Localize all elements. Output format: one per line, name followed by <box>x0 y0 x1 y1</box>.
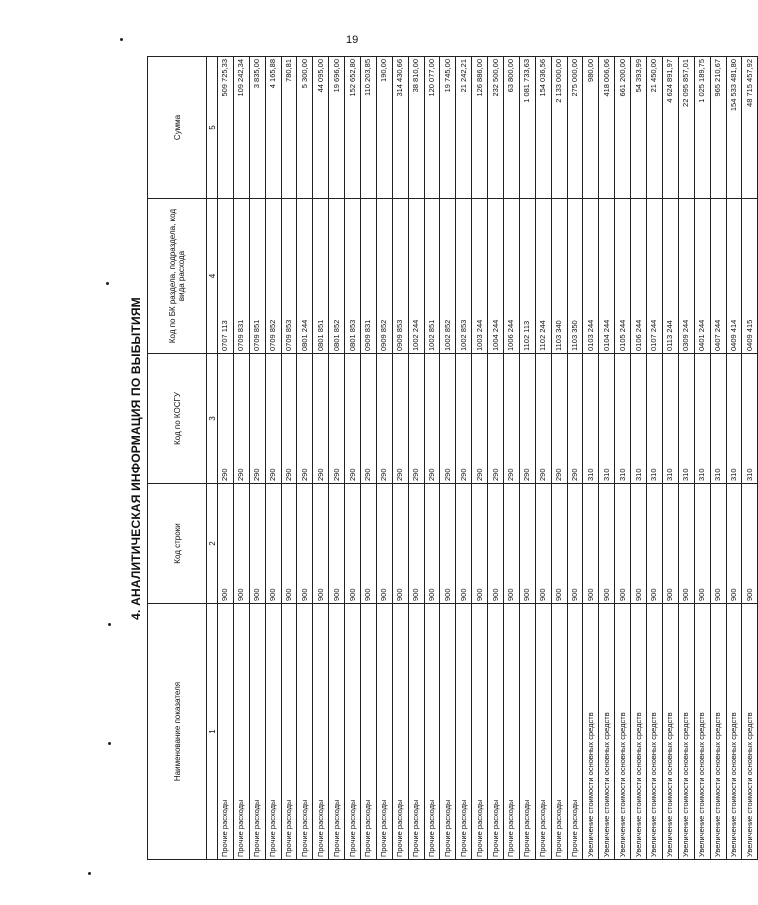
amount-cell: 661 200,00 <box>615 57 631 199</box>
amount-cell: 19 745,00 <box>440 57 456 199</box>
indicator-name-cell: Прочие расходы <box>551 604 567 860</box>
table-row <box>249 57 265 860</box>
line-code-cell: 900 <box>456 484 472 604</box>
table-row <box>535 57 551 860</box>
kosgu-code-cell: 290 <box>472 354 488 484</box>
amount-cell: 22 095 857,01 <box>678 57 694 199</box>
table-row <box>504 57 520 860</box>
kosgu-code-cell: 290 <box>424 354 440 484</box>
line-code-cell: 900 <box>726 484 742 604</box>
line-code-cell: 900 <box>694 484 710 604</box>
line-code-cell: 900 <box>218 484 234 604</box>
line-code-cell: 900 <box>440 484 456 604</box>
bk-code-cell: 0709 852 <box>265 199 281 354</box>
outflows-table <box>147 57 754 860</box>
indicator-name-cell: Прочие расходы <box>408 604 424 860</box>
page-number: 19 <box>346 34 359 46</box>
bk-code-cell: 1002 852 <box>440 199 456 354</box>
kosgu-code-cell: 310 <box>599 354 615 484</box>
table-row <box>376 57 392 860</box>
kosgu-code-cell: 290 <box>551 354 567 484</box>
scan-speck <box>108 623 111 626</box>
amount-cell: 48 715 457,92 <box>742 57 758 199</box>
bk-code-cell: 0401 244 <box>694 199 710 354</box>
table-header-row <box>148 57 207 860</box>
indicator-name-cell: Увеличение стоимости основных средств <box>678 604 694 860</box>
amount-cell: 232 500,00 <box>488 57 504 199</box>
amount-cell: 110 203,85 <box>361 57 377 199</box>
bk-code-cell: 0909 853 <box>392 199 408 354</box>
table-row <box>583 57 599 860</box>
bk-code-cell: 1002 851 <box>424 199 440 354</box>
column-number: 3 <box>207 354 218 484</box>
indicator-name-cell: Увеличение стоимости основных средств <box>694 604 710 860</box>
line-code-cell: 900 <box>249 484 265 604</box>
bk-code-cell: 1004 244 <box>488 199 504 354</box>
bk-code-cell: 0105 244 <box>615 199 631 354</box>
bk-code-cell: 1102 113 <box>519 199 535 354</box>
kosgu-code-cell: 290 <box>488 354 504 484</box>
line-code-cell: 900 <box>583 484 599 604</box>
indicator-name-cell: Увеличение стоимости основных средств <box>615 604 631 860</box>
table-row <box>631 57 647 860</box>
amount-cell: 54 393,99 <box>631 57 647 199</box>
kosgu-code-cell: 290 <box>265 354 281 484</box>
amount-cell: 275 000,00 <box>567 57 583 199</box>
table-row <box>710 57 726 860</box>
table-row <box>551 57 567 860</box>
kosgu-code-cell: 290 <box>233 354 249 484</box>
indicator-name-cell: Прочие расходы <box>329 604 345 860</box>
kosgu-code-cell: 310 <box>662 354 678 484</box>
table-row <box>519 57 535 860</box>
bk-code-cell: 0709 831 <box>233 199 249 354</box>
bk-code-cell: 1102 244 <box>535 199 551 354</box>
amount-cell: 190,00 <box>376 57 392 199</box>
indicator-name-cell: Прочие расходы <box>281 604 297 860</box>
amount-cell: 38 810,00 <box>408 57 424 199</box>
indicator-name-cell: Увеличение стоимости основных средств <box>599 604 615 860</box>
table-row <box>599 57 615 860</box>
amount-cell: 126 886,00 <box>472 57 488 199</box>
kosgu-code-cell: 290 <box>329 354 345 484</box>
table-row <box>694 57 710 860</box>
amount-cell: 154 533 481,80 <box>726 57 742 199</box>
amount-cell: 152 652,80 <box>345 57 361 199</box>
table-row <box>678 57 694 860</box>
amount-cell: 5 300,00 <box>297 57 313 199</box>
line-code-cell: 900 <box>233 484 249 604</box>
line-code-cell: 900 <box>742 484 758 604</box>
bk-code-cell: 0104 244 <box>599 199 615 354</box>
kosgu-code-cell: 310 <box>694 354 710 484</box>
kosgu-code-cell: 290 <box>313 354 329 484</box>
amount-cell: 1 081 733,63 <box>519 57 535 199</box>
amount-cell: 780,81 <box>281 57 297 199</box>
kosgu-code-cell: 310 <box>742 354 758 484</box>
column-header: Код по КОСГУ <box>148 354 207 484</box>
table-row <box>218 57 234 860</box>
amount-cell: 418 006,06 <box>599 57 615 199</box>
kosgu-code-cell: 290 <box>376 354 392 484</box>
column-number-row <box>207 57 218 860</box>
line-code-cell: 900 <box>551 484 567 604</box>
kosgu-code-cell: 290 <box>440 354 456 484</box>
line-code-cell: 900 <box>345 484 361 604</box>
kosgu-code-cell: 290 <box>281 354 297 484</box>
table-row <box>424 57 440 860</box>
indicator-name-cell: Прочие расходы <box>249 604 265 860</box>
line-code-cell: 900 <box>329 484 345 604</box>
line-code-cell: 900 <box>662 484 678 604</box>
line-code-cell: 900 <box>297 484 313 604</box>
table-row <box>329 57 345 860</box>
kosgu-code-cell: 290 <box>504 354 520 484</box>
line-code-cell: 900 <box>504 484 520 604</box>
amount-cell: 1 025 189,75 <box>694 57 710 199</box>
bk-code-cell: 0107 244 <box>647 199 663 354</box>
bk-code-cell: 0801 244 <box>297 199 313 354</box>
indicator-name-cell: Прочие расходы <box>504 604 520 860</box>
column-header: Код строки <box>148 484 207 604</box>
kosgu-code-cell: 290 <box>408 354 424 484</box>
indicator-name-cell: Прочие расходы <box>472 604 488 860</box>
kosgu-code-cell: 310 <box>726 354 742 484</box>
kosgu-code-cell: 290 <box>297 354 313 484</box>
line-code-cell: 900 <box>647 484 663 604</box>
line-code-cell: 900 <box>361 484 377 604</box>
amount-cell: 19 696,00 <box>329 57 345 199</box>
amount-cell: 21 450,00 <box>647 57 663 199</box>
indicator-name-cell: Прочие расходы <box>440 604 456 860</box>
line-code-cell: 900 <box>472 484 488 604</box>
kosgu-code-cell: 310 <box>631 354 647 484</box>
table-row <box>297 57 313 860</box>
indicator-name-cell: Увеличение стоимости основных средств <box>726 604 742 860</box>
kosgu-code-cell: 290 <box>519 354 535 484</box>
column-header: Сумма <box>148 57 207 199</box>
column-number: 2 <box>207 484 218 604</box>
bk-code-cell: 0103 244 <box>583 199 599 354</box>
line-code-cell: 900 <box>424 484 440 604</box>
bk-code-cell: 0309 244 <box>678 199 694 354</box>
indicator-name-cell: Увеличение стоимости основных средств <box>662 604 678 860</box>
table-row <box>345 57 361 860</box>
kosgu-code-cell: 290 <box>392 354 408 484</box>
table-row <box>567 57 583 860</box>
table-row <box>392 57 408 860</box>
indicator-name-cell: Прочие расходы <box>456 604 472 860</box>
indicator-name-cell: Прочие расходы <box>313 604 329 860</box>
bk-code-cell: 0106 244 <box>631 199 647 354</box>
page-title: 4. АНАЛИТИЧЕСКАЯ ИНФОРМАЦИЯ ПО ВЫБЫТИЯМ <box>129 297 143 620</box>
table-row <box>456 57 472 860</box>
line-code-cell: 900 <box>265 484 281 604</box>
amount-cell: 4 624 891,97 <box>662 57 678 199</box>
bk-code-cell: 0801 851 <box>313 199 329 354</box>
bk-code-cell: 0407 244 <box>710 199 726 354</box>
kosgu-code-cell: 310 <box>647 354 663 484</box>
amount-cell: 965 210,67 <box>710 57 726 199</box>
indicator-name-cell: Увеличение стоимости основных средств <box>583 604 599 860</box>
line-code-cell: 900 <box>535 484 551 604</box>
indicator-name-cell: Прочие расходы <box>535 604 551 860</box>
amount-cell: 980,00 <box>583 57 599 199</box>
kosgu-code-cell: 290 <box>567 354 583 484</box>
indicator-name-cell: Прочие расходы <box>361 604 377 860</box>
indicator-name-cell: Прочие расходы <box>424 604 440 860</box>
amount-cell: 154 036,56 <box>535 57 551 199</box>
kosgu-code-cell: 310 <box>583 354 599 484</box>
indicator-name-cell: Прочие расходы <box>297 604 313 860</box>
line-code-cell: 900 <box>392 484 408 604</box>
column-number: 5 <box>207 57 218 199</box>
column-number: 4 <box>207 199 218 354</box>
amount-cell: 4 165,88 <box>265 57 281 199</box>
indicator-name-cell: Прочие расходы <box>392 604 408 860</box>
bk-code-cell: 0409 414 <box>726 199 742 354</box>
table-row <box>313 57 329 860</box>
bk-code-cell: 1103 340 <box>551 199 567 354</box>
line-code-cell: 900 <box>376 484 392 604</box>
kosgu-code-cell: 310 <box>678 354 694 484</box>
kosgu-code-cell: 310 <box>710 354 726 484</box>
bk-code-cell: 0409 415 <box>742 199 758 354</box>
amount-cell: 109 242,34 <box>233 57 249 199</box>
amount-cell: 509 725,33 <box>218 57 234 199</box>
bk-code-cell: 0113 244 <box>662 199 678 354</box>
table-row <box>647 57 663 860</box>
kosgu-code-cell: 310 <box>615 354 631 484</box>
bk-code-cell: 1103 350 <box>567 199 583 354</box>
line-code-cell: 900 <box>678 484 694 604</box>
indicator-name-cell: Прочие расходы <box>218 604 234 860</box>
amount-cell: 21 242,21 <box>456 57 472 199</box>
table-row <box>472 57 488 860</box>
table-row <box>440 57 456 860</box>
table-row <box>281 57 297 860</box>
indicator-name-cell: Прочие расходы <box>567 604 583 860</box>
table-row <box>233 57 249 860</box>
amount-cell: 44 095,00 <box>313 57 329 199</box>
kosgu-code-cell: 290 <box>456 354 472 484</box>
scan-speck <box>120 38 123 41</box>
line-code-cell: 900 <box>631 484 647 604</box>
bk-code-cell: 0707 113 <box>218 199 234 354</box>
amount-cell: 314 430,66 <box>392 57 408 199</box>
table-row <box>265 57 281 860</box>
bk-code-cell: 0909 831 <box>361 199 377 354</box>
indicator-name-cell: Увеличение стоимости основных средств <box>710 604 726 860</box>
line-code-cell: 900 <box>710 484 726 604</box>
kosgu-code-cell: 290 <box>361 354 377 484</box>
table-row <box>615 57 631 860</box>
amount-cell: 120 077,00 <box>424 57 440 199</box>
line-code-cell: 900 <box>567 484 583 604</box>
table-row <box>726 57 742 860</box>
table-row <box>662 57 678 860</box>
line-code-cell: 900 <box>408 484 424 604</box>
indicator-name-cell: Прочие расходы <box>376 604 392 860</box>
line-code-cell: 900 <box>519 484 535 604</box>
table-row <box>361 57 377 860</box>
line-code-cell: 900 <box>281 484 297 604</box>
bk-code-cell: 0801 852 <box>329 199 345 354</box>
indicator-name-cell: Прочие расходы <box>265 604 281 860</box>
table-row <box>488 57 504 860</box>
table-row <box>742 57 758 860</box>
bk-code-cell: 1006 244 <box>504 199 520 354</box>
amount-cell: 2 133 000,00 <box>551 57 567 199</box>
line-code-cell: 900 <box>313 484 329 604</box>
amount-cell: 3 835,00 <box>249 57 265 199</box>
indicator-name-cell: Прочие расходы <box>345 604 361 860</box>
table-row <box>408 57 424 860</box>
amount-cell: 63 800,00 <box>504 57 520 199</box>
column-number: 1 <box>207 604 218 860</box>
indicator-name-cell: Увеличение стоимости основных средств <box>647 604 663 860</box>
bk-code-cell: 1002 244 <box>408 199 424 354</box>
bk-code-cell: 1002 853 <box>456 199 472 354</box>
bk-code-cell: 0709 853 <box>281 199 297 354</box>
indicator-name-cell: Прочие расходы <box>488 604 504 860</box>
kosgu-code-cell: 290 <box>218 354 234 484</box>
bk-code-cell: 0801 853 <box>345 199 361 354</box>
kosgu-code-cell: 290 <box>535 354 551 484</box>
scan-speck <box>106 282 109 285</box>
indicator-name-cell: Увеличение стоимости основных средств <box>631 604 647 860</box>
scan-speck <box>108 742 111 745</box>
scan-speck <box>88 872 91 875</box>
indicator-name-cell: Прочие расходы <box>233 604 249 860</box>
indicator-name-cell: Прочие расходы <box>519 604 535 860</box>
rotated-table-container <box>125 57 754 860</box>
line-code-cell: 900 <box>599 484 615 604</box>
kosgu-code-cell: 290 <box>249 354 265 484</box>
column-header: Наименование показателя <box>148 604 207 860</box>
column-header: Код по БК раздела, подраздела, код вида расхода <box>148 199 207 354</box>
bk-code-cell: 1003 244 <box>472 199 488 354</box>
kosgu-code-cell: 290 <box>345 354 361 484</box>
line-code-cell: 900 <box>488 484 504 604</box>
bk-code-cell: 0909 852 <box>376 199 392 354</box>
line-code-cell: 900 <box>615 484 631 604</box>
indicator-name-cell: Увеличение стоимости основных средств <box>742 604 758 860</box>
bk-code-cell: 0709 851 <box>249 199 265 354</box>
